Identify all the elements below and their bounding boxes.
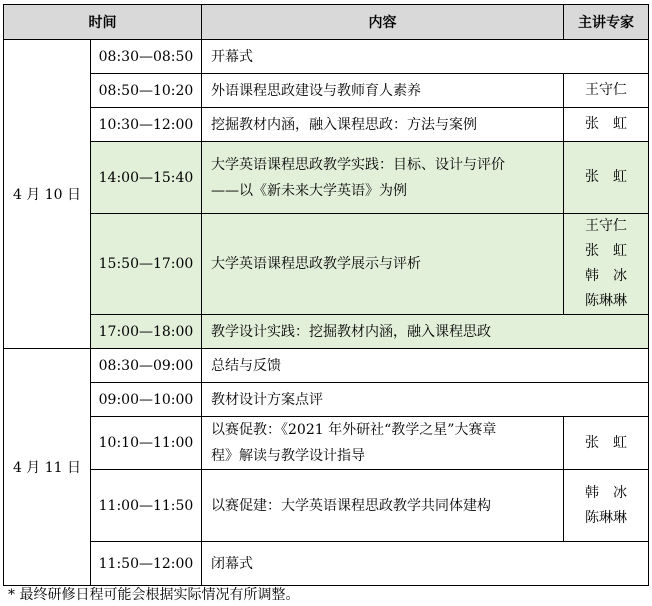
time-cell: 09:00—10:00 [91, 383, 202, 417]
speaker-cell [564, 417, 649, 470]
content-line: 教材设计方案点评 [211, 391, 323, 408]
speaker-cell [564, 214, 649, 315]
schedule-row [4, 417, 649, 470]
time-cell: 08:30—09:00 [91, 349, 202, 383]
time-cell: 08:50—10:20 [91, 74, 202, 108]
date-cell: 4 月 10 日 [4, 40, 91, 349]
speaker-name: 张 虹 [585, 116, 627, 132]
content-line: ——以《新未来大学英语》为例 [211, 182, 407, 199]
content-cell [202, 542, 649, 586]
content-line: 开幕式 [211, 48, 253, 65]
content-cell [202, 470, 564, 542]
schedule-row [4, 383, 649, 417]
content-cell [202, 40, 649, 74]
content-line: 大学英语课程思政教学实践：目标、设计与评价 [211, 156, 505, 173]
schedule-row [4, 542, 649, 586]
speaker-name: 王守仁 [585, 82, 627, 98]
content-line: 大学英语课程思政教学展示与评析 [211, 256, 421, 272]
schedule-row [4, 108, 649, 142]
content-cell [202, 142, 564, 214]
footnote: * 最终研修日程可能会根据实际情况有所调整。 [8, 587, 300, 603]
speaker-cell [564, 74, 649, 108]
time-cell: 11:50—12:00 [91, 542, 202, 586]
time-cell: 08:30—08:50 [91, 40, 202, 74]
header-speaker: 主讲专家 [564, 5, 649, 40]
content-line: 闭幕式 [211, 555, 253, 572]
content-line: 以赛促教：《2021 年外研社“教学之星”大赛章 [211, 422, 497, 438]
schedule-body [4, 40, 649, 586]
content-cell [202, 417, 564, 470]
schedule-row [4, 142, 649, 214]
header-time: 时间 [4, 5, 202, 40]
content-line: 教学设计实践：挖掘教材内涵，融入课程思政 [211, 323, 491, 340]
schedule-row [4, 40, 649, 74]
content-cell [202, 383, 649, 417]
schedule-row [4, 470, 649, 542]
content-cell [202, 214, 564, 315]
speaker-name: 陈琳琳 [585, 293, 627, 309]
speaker-name: 张 虹 [585, 169, 627, 185]
content-line: 以赛促建：大学英语课程思政教学共同体建构 [211, 497, 491, 514]
content-line: 挖掘教材内涵，融入课程思政：方法与案例 [211, 116, 477, 133]
content-cell [202, 74, 564, 108]
schedule-table [3, 4, 649, 586]
content-cell [202, 349, 649, 383]
header-content: 内容 [202, 5, 564, 40]
content-line: 总结与反馈 [211, 357, 281, 374]
schedule-row [4, 315, 649, 349]
header-row [4, 5, 649, 40]
schedule-row [4, 214, 649, 315]
content-cell [202, 108, 564, 142]
time-cell: 15:50—17:00 [91, 214, 202, 315]
speaker-name: 王守仁 [585, 218, 627, 234]
content-line: 外语课程思政建设与教师育人素养 [211, 82, 421, 99]
speaker-cell [564, 470, 649, 542]
time-cell: 10:30—12:00 [91, 108, 202, 142]
content-cell [202, 315, 649, 349]
schedule-row [4, 74, 649, 108]
time-cell: 10:10—11:00 [91, 417, 202, 470]
speaker-name: 韩 冰 [585, 484, 627, 501]
speaker-name: 张 虹 [585, 434, 627, 451]
content-line: 程》解读与教学设计指导 [211, 448, 365, 464]
date-cell: 4 月 11 日 [4, 349, 91, 586]
speaker-cell [564, 108, 649, 142]
speaker-cell [564, 142, 649, 214]
speaker-name: 张 虹 [585, 243, 627, 259]
time-cell: 14:00—15:40 [91, 142, 202, 214]
schedule-row [4, 349, 649, 383]
time-cell: 11:00—11:50 [91, 470, 202, 542]
speaker-name: 韩 冰 [585, 268, 627, 284]
speaker-name: 陈琳琳 [585, 509, 627, 526]
time-cell: 17:00—18:00 [91, 315, 202, 349]
